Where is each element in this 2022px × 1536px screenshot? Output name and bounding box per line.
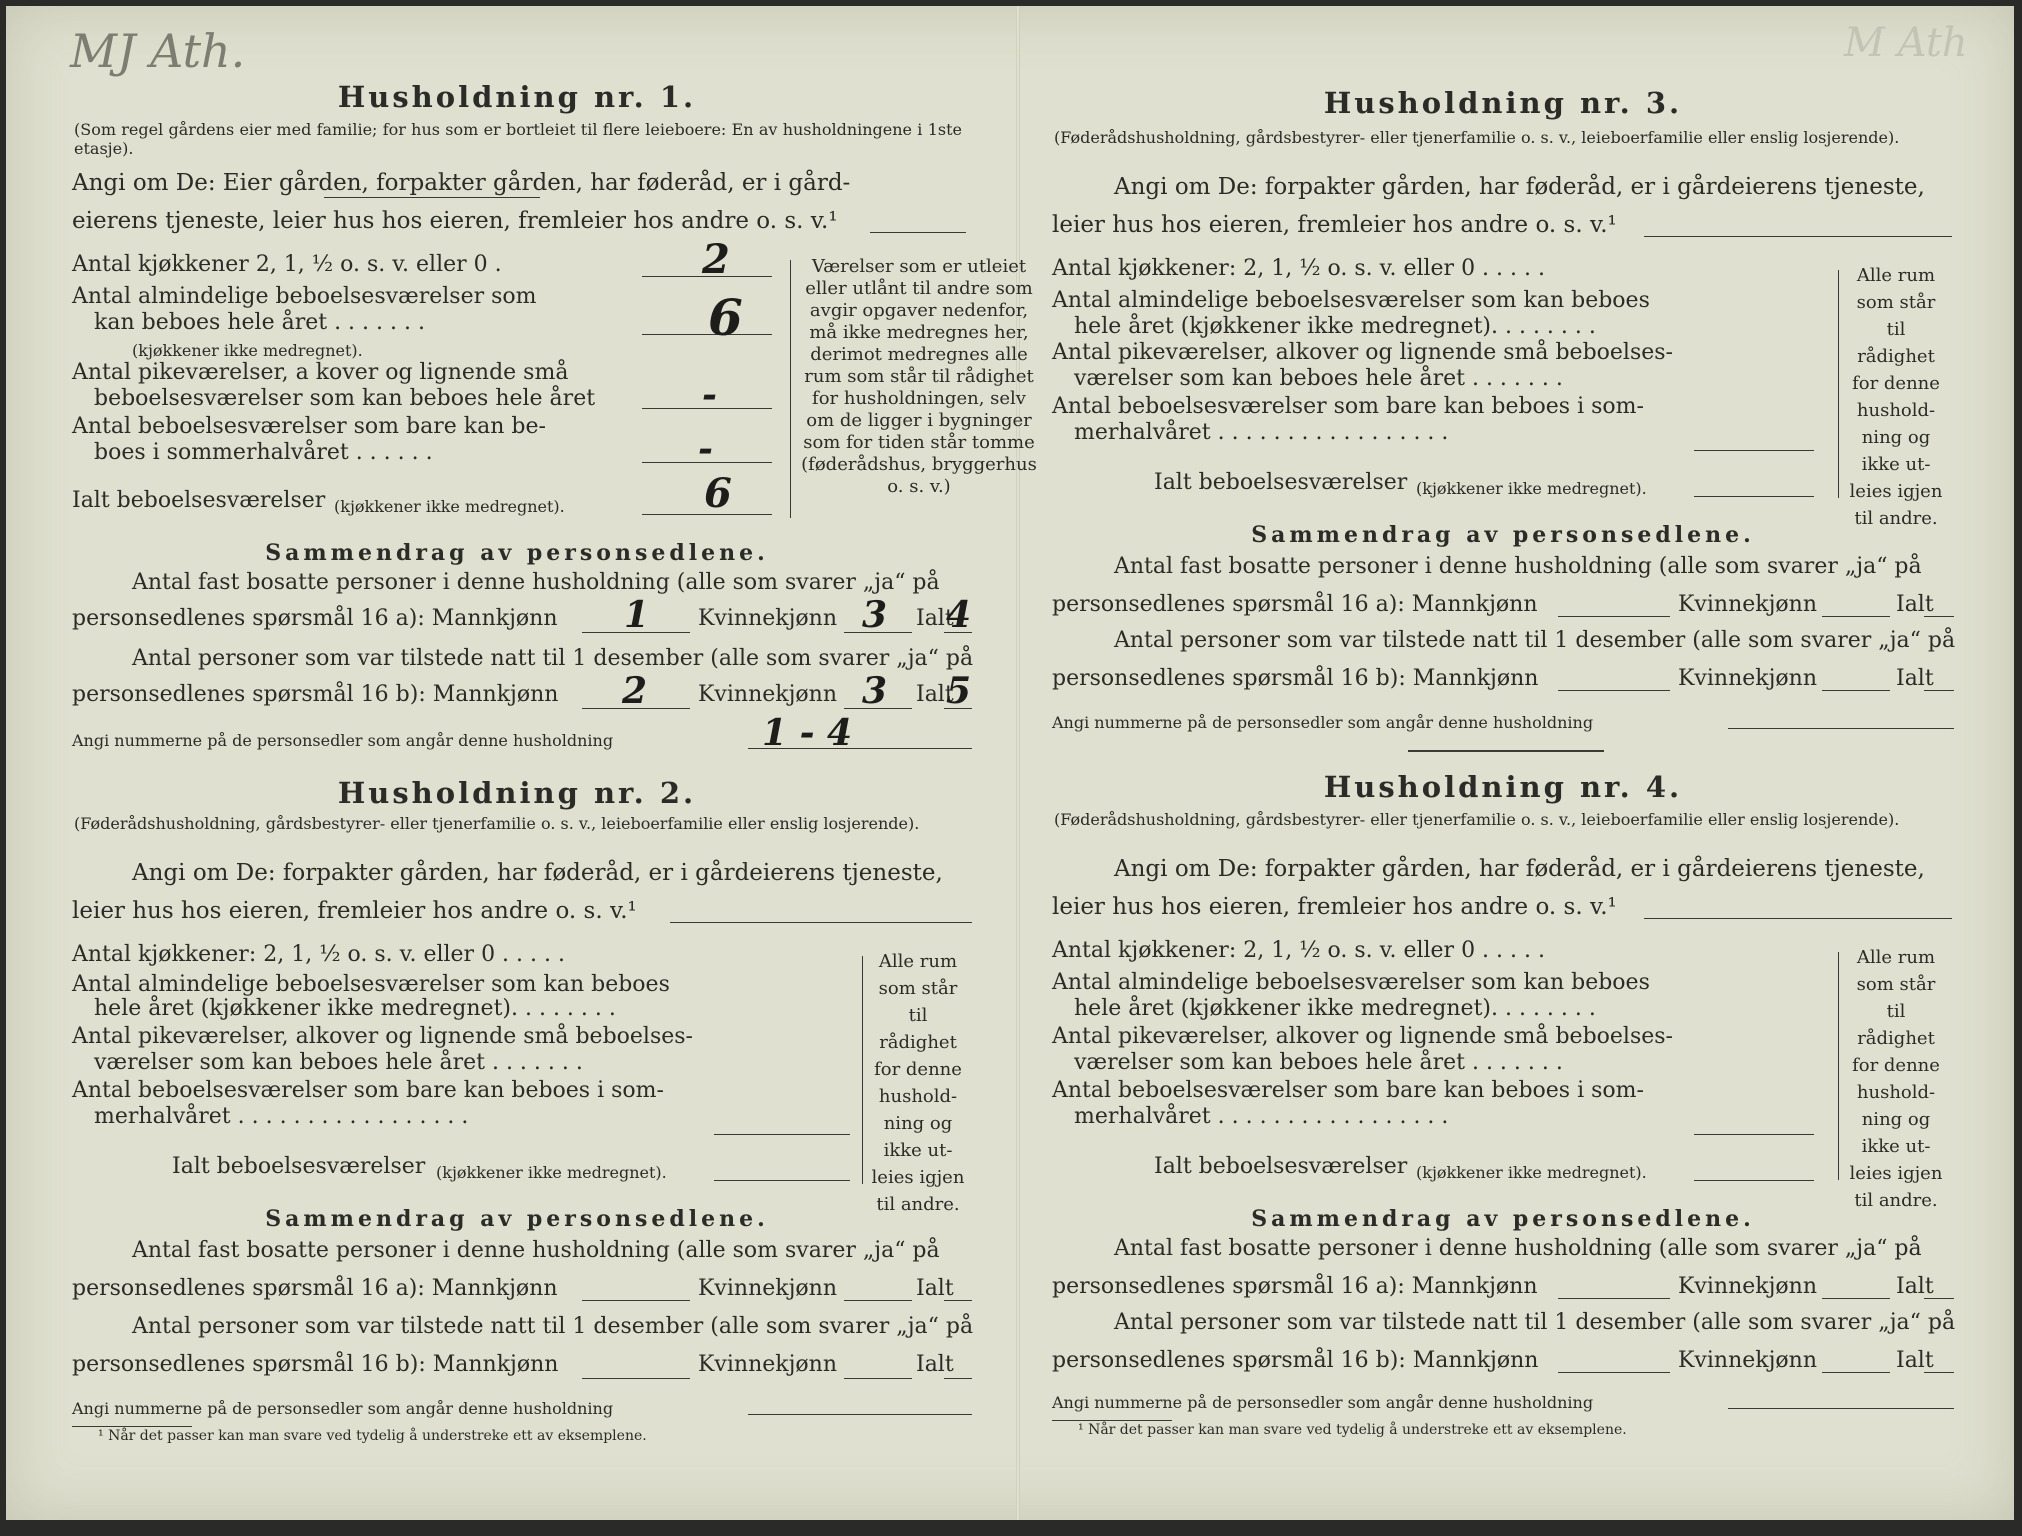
h4-fast-kvinne: Kvinnekjønn (1678, 1274, 1817, 1299)
archive-mark: MJ Ath. (70, 24, 246, 78)
h4-sommer-label1: Antal beboelsesværelser som bare kan beboes i som- (1052, 1078, 1644, 1103)
h2-footnote: ¹ Når det passer kan man svare ved tydelig å understreke ett av eksemplene. (98, 1428, 647, 1444)
h3-title: Husholdning nr. 3. (1323, 86, 1683, 120)
h4-title: Husholdning nr. 4. (1323, 770, 1683, 804)
h1-ialt-note: (kjøkkener ikke medregnet). (334, 497, 565, 516)
h2-kjokkener-label: Antal kjøkkener: 2, 1, ½ o. s. v. eller 0 . . . . . (72, 942, 565, 967)
h1-tilstede-k: 3 (862, 670, 888, 712)
h1-alm-label3: (kjøkkener ikke medregnet). (132, 341, 363, 360)
h1-tilstede-i: 5 (946, 670, 972, 712)
h2-brace-text: Alle rum som står til rådighet for denne hushold- ning og ikke ut- leies igjen til andre. (871, 951, 965, 1215)
h3-ialt-label: Ialt beboelsesværelser (1154, 470, 1408, 495)
h2-note: (Føderådshusholdning, gårdsbestyrer- eller tjenerfamilie o. s. v., leieboerfamilie eller enslig losjerende). (74, 814, 920, 833)
h1-eier-underline (324, 197, 540, 198)
h3-alm-label1: Antal almindelige beboelsesværelser som kan beboes (1052, 288, 1650, 313)
h4-pike-label1: Antal pikeværelser, alkover og lignende små beboelses- (1052, 1024, 1673, 1049)
h2-sommer-label2: merhalvåret . . . . . . . . . . . . . . . . . (94, 1104, 469, 1129)
h2-fast-line2: personsedlenes spørsmål 16 a): Mannkjønn (72, 1276, 558, 1301)
h3-angi-line2: leier hus hos eieren, fremleier hos andre o. s. v.¹ (1052, 212, 1617, 238)
h4-ialt-label: Ialt beboelsesværelser (1154, 1154, 1408, 1179)
h1-nummer-value: 1 - 4 (762, 712, 853, 754)
h2-nummer-label: Angi nummerne på de personsedler som angår denne husholdning (72, 1399, 614, 1418)
h1-alm-value: 6 (708, 288, 743, 347)
h3-summary-title: Sammendrag av personsedlene. (1251, 522, 1755, 548)
h1-nummer-label: Angi nummerne på de personsedler som angår denne husholdning (72, 731, 614, 750)
h3-tilstede-kvinne: Kvinnekjønn (1678, 666, 1817, 691)
h3-kjokkener-label: Antal kjøkkener: 2, 1, ½ o. s. v. eller 0 . . . . . (1052, 256, 1545, 281)
h1-fast-i: 4 (946, 594, 972, 636)
h1-tilstede-ialt: Ialt (916, 682, 954, 707)
h3-fast-line1: Antal fast bosatte personer i denne husholdning (alle som svarer „ja“ på (1114, 554, 1922, 579)
h3-pike-label1: Antal pikeværelser, alkover og lignende små beboelses- (1052, 340, 1673, 365)
h3-ialt-note: (kjøkkener ikke medregnet). (1416, 479, 1647, 498)
h1-note: (Som regel gårdens eier med familie; for hus som er bortleiet til flere leieboere: En av husholdningene i 1ste etasje). (74, 120, 962, 158)
h2-ialt-note: (kjøkkener ikke medregnet). (436, 1163, 667, 1182)
h1-fast-m: 1 (624, 594, 650, 636)
h3-brace-text: Alle rum som står til rådighet for denne hushold- ning og ikke ut- leies igjen til andre. (1849, 265, 1943, 529)
h4-tilstede-line1: Antal personer som var tilstede natt til 1 desember (alle som svarer „ja“ på (1114, 1310, 1956, 1335)
h1-title: Husholdning nr. 1. (337, 80, 697, 114)
h4-tilstede-kvinne: Kvinnekjønn (1678, 1348, 1817, 1373)
h1-kjokkener-label: Antal kjøkkener 2, 1, ½ o. s. v. eller 0 . (72, 252, 502, 277)
h4-angi-line2: leier hus hos eieren, fremleier hos andre o. s. v.¹ (1052, 894, 1617, 920)
h1-alm-label2: kan beboes hele året . . . . . . . (94, 310, 425, 335)
h1-angi-line2: eierens tjeneste, leier hus hos eieren, fremleier hos andre o. s. v.¹ (72, 208, 838, 234)
h4-ialt-note: (kjøkkener ikke medregnet). (1416, 1163, 1647, 1182)
h4-sommer-label2: merhalvåret . . . . . . . . . . . . . . . . . (1074, 1104, 1449, 1129)
h2-tilstede-line2: personsedlenes spørsmål 16 b): Mannkjønn (72, 1352, 559, 1377)
h2-angi-line1: Angi om De: forpakter gården, har føderåd, er i gårdeierens tjeneste, (132, 860, 943, 886)
section-divider (1408, 750, 1604, 752)
h2-pike-label2: værelser som kan beboes hele året . . . . . . . (94, 1050, 583, 1075)
h2-fast-kvinne: Kvinnekjønn (698, 1276, 837, 1301)
h4-fast-ialt: Ialt (1896, 1274, 1934, 1299)
h4-alm-label1: Antal almindelige beboelsesværelser som kan beboes (1052, 970, 1650, 995)
h1-ialt-label: Ialt beboelsesværelser (72, 488, 326, 513)
h1-tilstede-m: 2 (622, 670, 648, 712)
h3-sommer-label1: Antal beboelsesværelser som bare kan beboes i som- (1052, 394, 1644, 419)
h1-sommer-label1: Antal beboelsesværelser som bare kan be- (72, 414, 546, 439)
h3-tilstede-ialt: Ialt (1896, 666, 1934, 691)
h4-angi-line1: Angi om De: forpakter gården, har føderåd, er i gårdeierens tjeneste, (1114, 856, 1925, 882)
h1-summary-title: Sammendrag av personsedlene. (265, 540, 769, 566)
h2-title: Husholdning nr. 2. (337, 776, 697, 810)
h1-angi-line1: Angi om De: Eier gården, forpakter gården, har føderåd, er i gård- (72, 170, 851, 196)
h1-fast-kvinne: Kvinnekjønn (698, 606, 837, 631)
h1-fast-k: 3 (862, 594, 888, 636)
h3-pike-label2: værelser som kan beboes hele året . . . . . . . (1074, 366, 1563, 391)
h3-fast-kvinne: Kvinnekjønn (1678, 592, 1817, 617)
h1-fast-line1: Antal fast bosatte personer i denne husholdning (alle som svarer „ja“ på (132, 570, 940, 595)
h3-nummer-label: Angi nummerne på de personsedler som angår denne husholdning (1052, 713, 1594, 732)
h4-summary-title: Sammendrag av personsedlene. (1251, 1206, 1755, 1232)
h1-brace-text: Værelser som er utleiet eller utlånt til andre som avgir opgaver nedenfor, må ikke medregnes her, derimot medregnes alle rum som står til rådighet for husholdningen, selv om de ligger i bygninger som for tiden står tomme (føderådshus, bryggerhus o. s. v.) (801, 256, 1037, 497)
h1-brace (790, 260, 791, 518)
h2-alm-label2: hele året (kjøkkener ikke medregnet). . . . . . . . (94, 996, 616, 1021)
corner-mark: M Ath (1844, 20, 1968, 66)
h1-kjokkener-value: 2 (702, 236, 730, 283)
h2-summary-title: Sammendrag av personsedlene. (265, 1206, 769, 1232)
h4-tilstede-ialt: Ialt (1896, 1348, 1934, 1373)
h1-alm-label1: Antal almindelige beboelsesværelser som (72, 284, 537, 309)
h1-fast-ialt: Ialt (916, 606, 954, 631)
h2-pike-label1: Antal pikeværelser, alkover og lignende små beboelses- (72, 1024, 693, 1049)
h4-fast-line1: Antal fast bosatte personer i denne husholdning (alle som svarer „ja“ på (1114, 1236, 1922, 1261)
h4-nummer-label: Angi nummerne på de personsedler som angår denne husholdning (1052, 1393, 1594, 1412)
h1-sommer-value: - (698, 428, 713, 470)
h2-fast-line1: Antal fast bosatte personer i denne husholdning (alle som svarer „ja“ på (132, 1238, 940, 1263)
h1-tilstede-line2: personsedlenes spørsmål 16 b): Mannkjønn (72, 682, 559, 707)
h1-pike-label2: beboelsesværelser som kan beboes hele året (94, 386, 596, 411)
h2-fast-ialt: Ialt (916, 1276, 954, 1301)
h1-pike-label1: Antal pikeværelser, a kover og lignende små (72, 360, 569, 385)
right-page (1048, 0, 1968, 1514)
h4-pike-label2: værelser som kan beboes hele året . . . . . . . (1074, 1050, 1563, 1075)
h3-tilstede-line1: Antal personer som var tilstede natt til 1 desember (alle som svarer „ja“ på (1114, 628, 1956, 653)
h4-fast-line2: personsedlenes spørsmål 16 a): Mannkjønn (1052, 1274, 1538, 1299)
h3-angi-line1: Angi om De: forpakter gården, har føderåd, er i gårdeierens tjeneste, (1114, 174, 1925, 200)
h3-note: (Føderådshusholdning, gårdsbestyrer- eller tjenerfamilie o. s. v., leieboerfamilie eller enslig losjerende). (1054, 128, 1900, 147)
h4-kjokkener-label: Antal kjøkkener: 2, 1, ½ o. s. v. eller 0 . . . . . (1052, 938, 1545, 963)
page-fold (1016, 6, 1020, 1520)
h3-sommer-label2: merhalvåret . . . . . . . . . . . . . . . . . (1074, 420, 1449, 445)
h2-ialt-label: Ialt beboelsesværelser (172, 1154, 426, 1179)
h4-alm-label2: hele året (kjøkkener ikke medregnet). . . . . . . . (1074, 996, 1596, 1021)
h2-tilstede-line1: Antal personer som var tilstede natt til 1 desember (alle som svarer „ja“ på (132, 1314, 974, 1339)
h2-alm-label1: Antal almindelige beboelsesværelser som kan beboes (72, 972, 670, 997)
h2-sommer-label1: Antal beboelsesværelser som bare kan beboes i som- (72, 1078, 664, 1103)
h4-brace-text: Alle rum som står til rådighet for denne hushold- ning og ikke ut- leies igjen til andre. (1849, 947, 1943, 1211)
h4-footnote: ¹ Når det passer kan man svare ved tydelig å understreke ett av eksemplene. (1078, 1422, 1627, 1438)
h3-alm-label2: hele året (kjøkkener ikke medregnet). . . . . . . . (1074, 314, 1596, 339)
h1-ialt-value: 6 (704, 470, 732, 517)
h1-tilstede-line1: Antal personer som var tilstede natt til 1 desember (alle som svarer „ja“ på (132, 646, 974, 671)
h3-fast-ialt: Ialt (1896, 592, 1934, 617)
h2-tilstede-kvinne: Kvinnekjønn (698, 1352, 837, 1377)
h4-note: (Føderådshusholdning, gårdsbestyrer- eller tjenerfamilie o. s. v., leieboerfamilie eller enslig losjerende). (1054, 810, 1900, 829)
h3-fast-line2: personsedlenes spørsmål 16 a): Mannkjønn (1052, 592, 1538, 617)
h2-tilstede-ialt: Ialt (916, 1352, 954, 1377)
h1-tilstede-kvinne: Kvinnekjønn (698, 682, 837, 707)
h1-sommer-label2: boes i sommerhalvåret . . . . . . (94, 440, 433, 465)
h1-pike-value: - (702, 374, 717, 416)
h3-tilstede-line2: personsedlenes spørsmål 16 b): Mannkjønn (1052, 666, 1539, 691)
h4-tilstede-line2: personsedlenes spørsmål 16 b): Mannkjønn (1052, 1348, 1539, 1373)
h2-angi-line2: leier hus hos eieren, fremleier hos andre o. s. v.¹ (72, 898, 637, 924)
h1-fast-line2: personsedlenes spørsmål 16 a): Mannkjønn (72, 606, 558, 631)
left-page (62, 0, 1037, 1514)
